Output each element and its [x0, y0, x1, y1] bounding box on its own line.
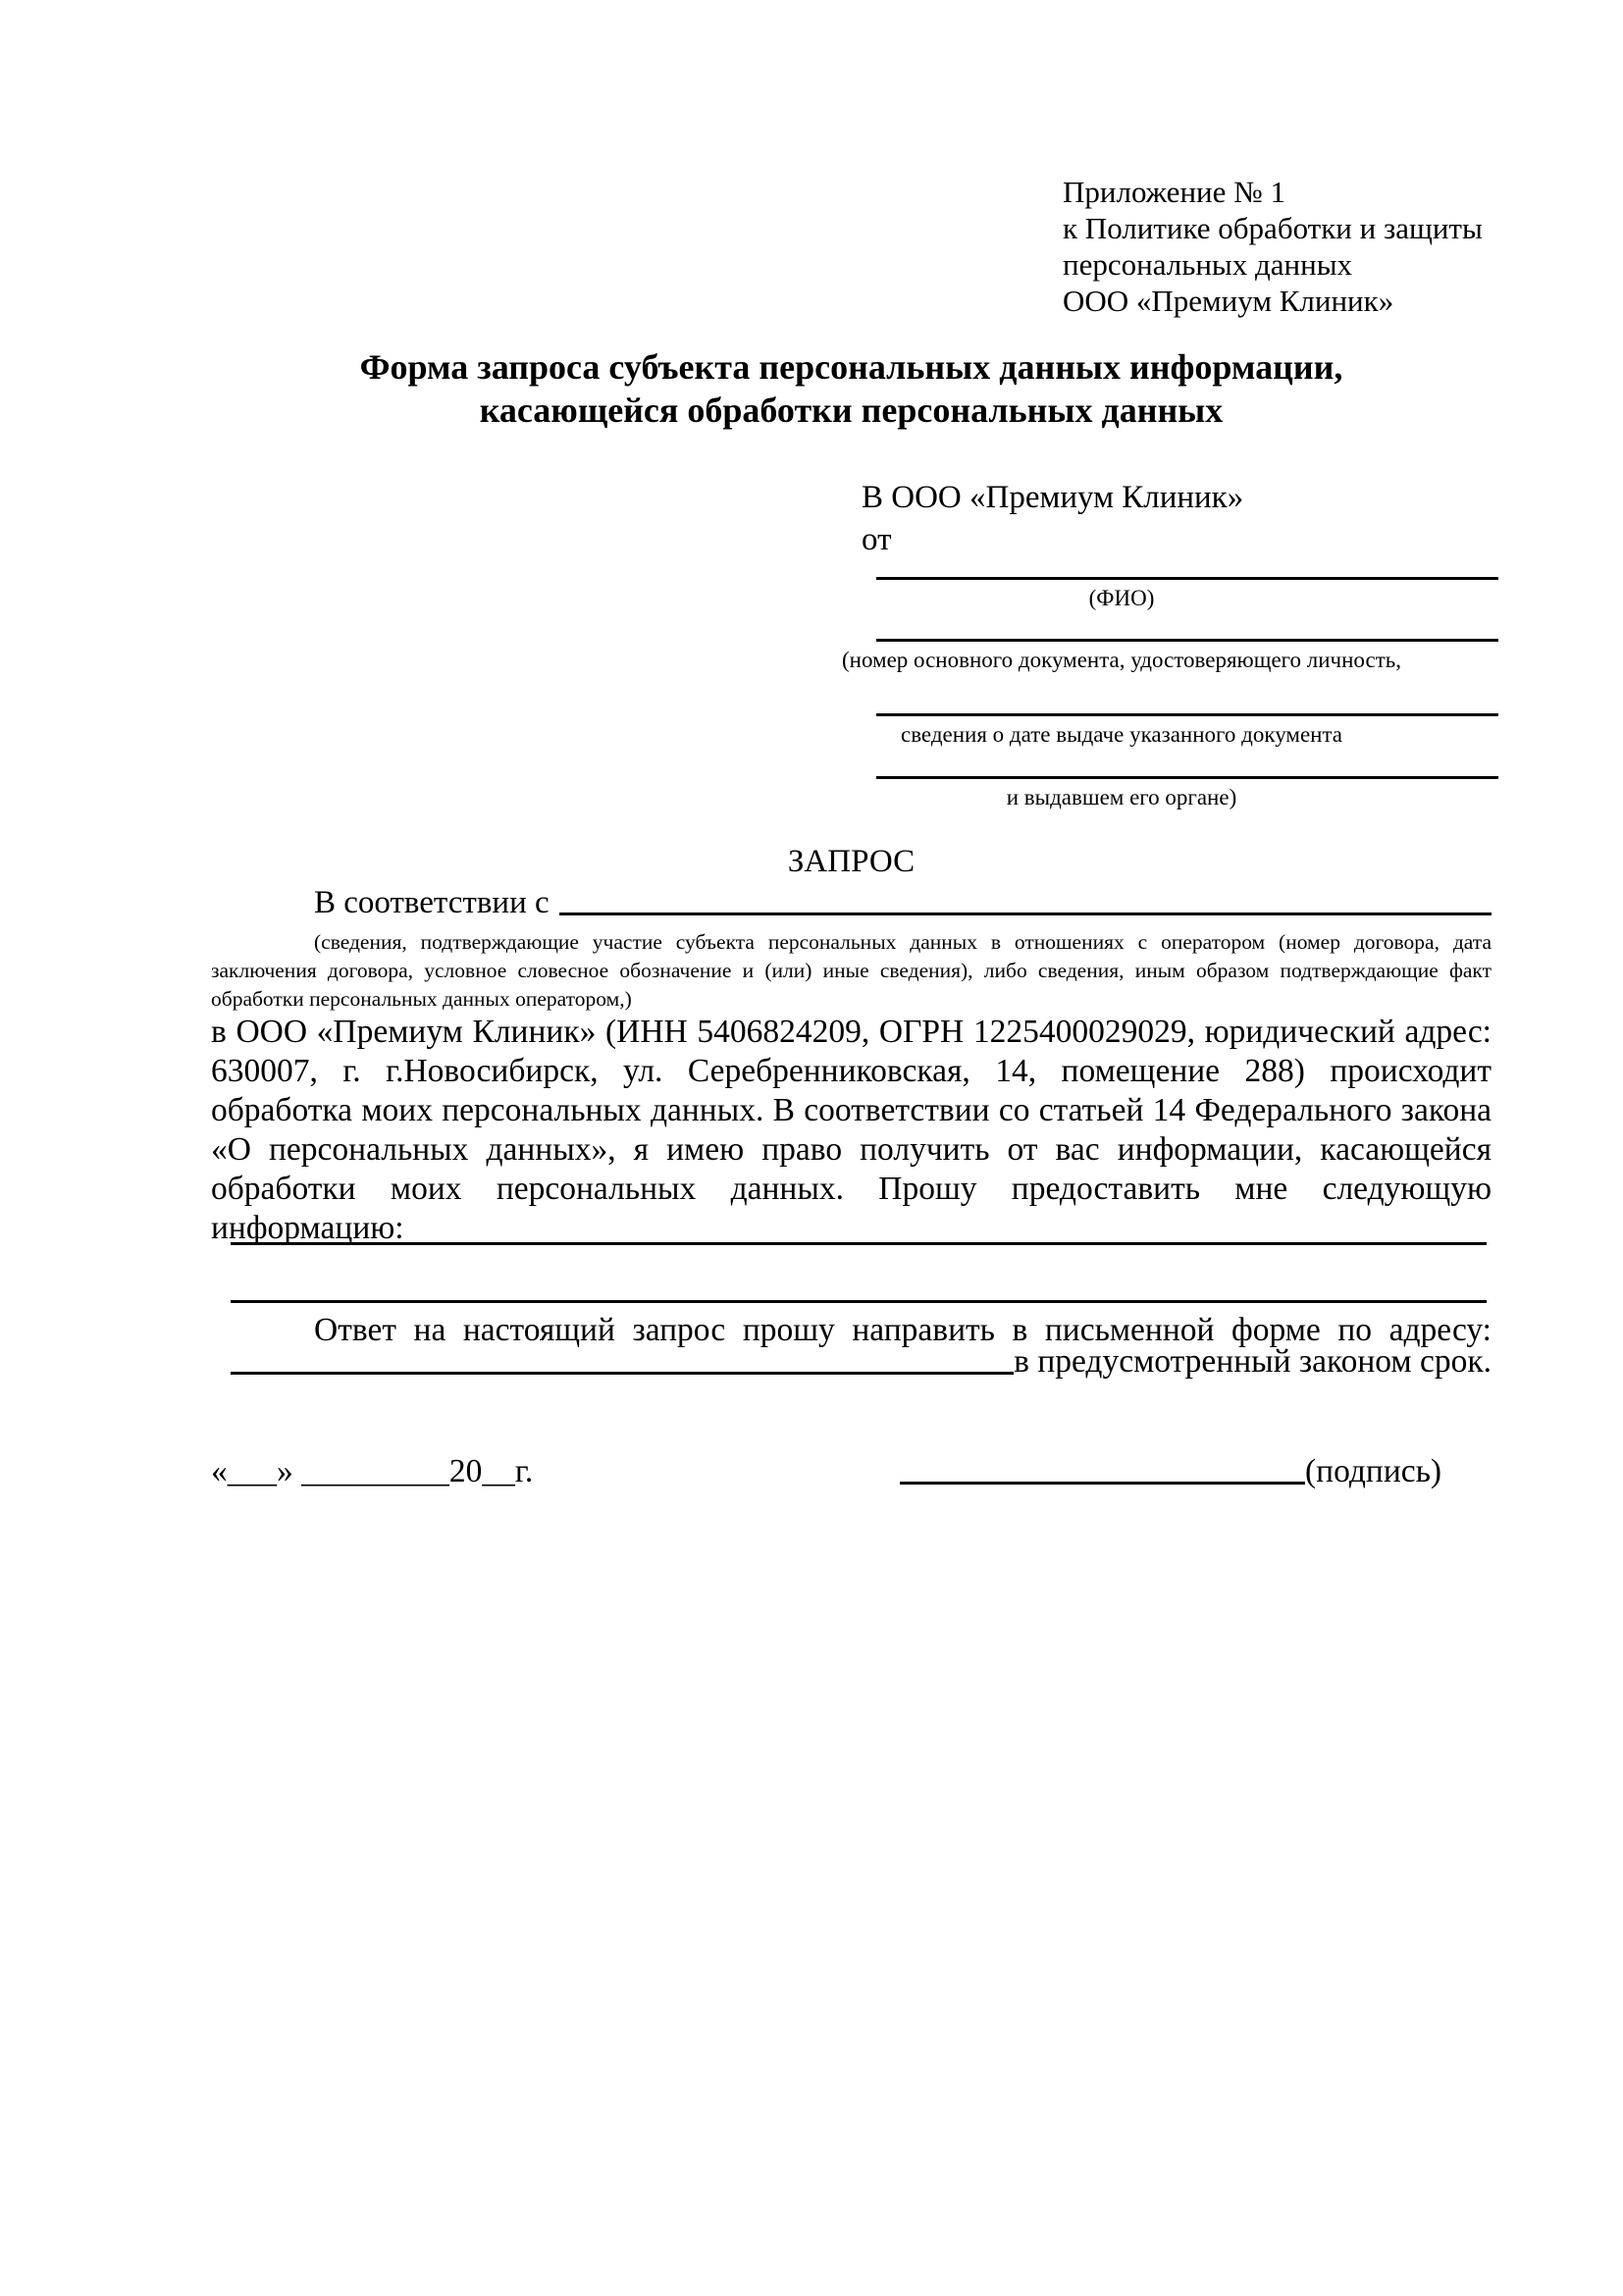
- request-heading: ЗАПРОС: [787, 844, 916, 879]
- intro-blank-line: [559, 913, 1492, 915]
- document-number-field-line: [876, 639, 1498, 642]
- fio-field-caption: (ФИО): [1088, 586, 1155, 610]
- intro-caption-paragraph: (сведения, подтверждающие участие субъекта персональных данных в отношениях с оператором (номер договора, дата заключения договора, условное словесное обозначение и (или) иные сведения), либо сведения, иным образом подтверждающие факт обработки персональных данных оператором,): [211, 930, 1492, 1011]
- answer-term-text: в предусмотренный законом срок.: [1014, 1343, 1492, 1380]
- answer-address-blank-row: [231, 1342, 1492, 1382]
- document-number-field-caption: (номер основного документа, удостоверяющего личность,: [841, 648, 1401, 672]
- issuing-authority-field-caption-wrap: [817, 784, 1426, 811]
- signature-block: [900, 1452, 1441, 1491]
- signature-line: [900, 1482, 1305, 1485]
- issue-date-field-caption: сведения о дате выдаче указанного документа: [900, 722, 1343, 747]
- appendix-line-4: ООО «Премиум Клиник»: [1063, 284, 1394, 318]
- addressee-from-label: от: [862, 522, 892, 557]
- addressee-to: В ООО «Премиум Клиник»: [862, 480, 1244, 515]
- appendix-header: [1063, 174, 1483, 319]
- answer-address-line: Ответ на настоящий запрос прошу направить в письменной форме по адресу:: [314, 1312, 1492, 1348]
- appendix-line-3: персональных данных: [1063, 247, 1353, 282]
- issue-date-field-caption-wrap: [817, 721, 1426, 749]
- blank-line-1: [231, 1242, 1487, 1245]
- document-number-field-caption-wrap: [817, 647, 1426, 674]
- request-body-paragraph: в ООО «Премиум Клиник» (ИНН 5406824209, ОГРН 1225400029029, юридический адрес: 630007, г. г.Новосибирск, ул. Серебренниковская, 14, помещение 288) происходит обработка моих персональных данных. В соответствии со статьей 14 Федерального закона «О персональных данных», я имею право получить от вас информации, касающейся обработки моих персональных данных. Прошу предоставить мне следующую информацию:: [211, 1014, 1492, 1246]
- issue-date-field-line: [876, 713, 1498, 716]
- signature-caption: (подпись): [1305, 1453, 1442, 1489]
- blank-line-2: [231, 1300, 1487, 1303]
- document-title-line-1: Форма запроса субъекта персональных данных информации,: [359, 347, 1343, 387]
- issuing-authority-field-line: [876, 776, 1498, 779]
- document-title: [211, 345, 1492, 432]
- addressee-block: [862, 477, 1243, 561]
- appendix-line-2: к Политике обработки и защиты: [1063, 211, 1483, 245]
- address-blank-line: [231, 1372, 1014, 1375]
- intro-row: [211, 883, 1492, 922]
- document-title-line-2: касающейся обработки персональных данных: [479, 391, 1224, 430]
- appendix-line-1: Приложение № 1: [1063, 175, 1285, 209]
- fio-field-caption-wrap: [817, 585, 1426, 612]
- date-blank: «___» _________20__г.: [211, 1453, 534, 1489]
- fio-field-line: [876, 577, 1498, 580]
- issuing-authority-field-caption: и выдавшем его органе): [1006, 785, 1237, 809]
- intro-label: В соответствии с: [314, 885, 550, 920]
